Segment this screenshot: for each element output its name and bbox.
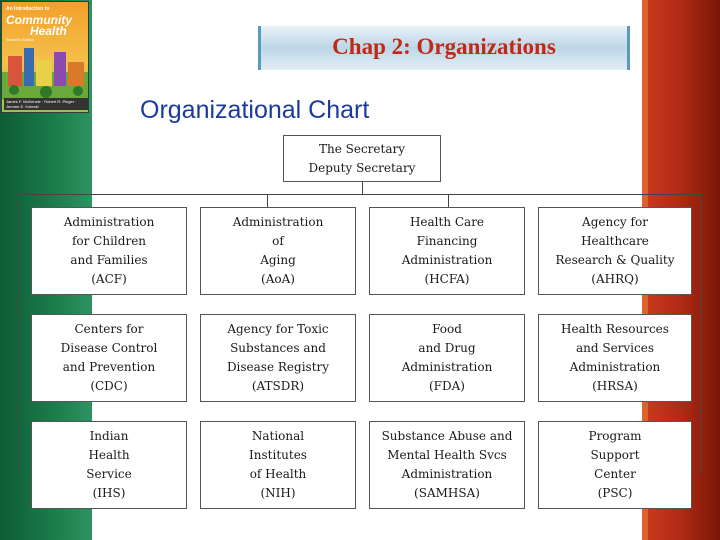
org-box-hrsa	[538, 314, 692, 402]
org-box-cdc	[31, 314, 187, 402]
org-box-label: Agency for Healthcare Research & Quality (AHRQ)	[555, 215, 675, 286]
org-box-nih	[200, 421, 356, 509]
book-cover-authors: James F. McKenzie · Robert R. Pinger · Jerome E. Kotecki	[4, 98, 88, 110]
org-box-atsdr	[200, 314, 356, 402]
book-cover-edition: Seventh Edition	[6, 37, 35, 42]
org-box-label: Administration for Children and Families (ACF)	[63, 215, 155, 286]
org-box-label: The Secretary Deputy Secretary	[308, 141, 416, 175]
chart-heading: Organizational Chart	[140, 96, 370, 124]
connector-col2-down	[267, 194, 268, 207]
org-box-label: Substance Abuse and Mental Health Svcs Administration (SAMHSA)	[381, 429, 513, 500]
book-cover-image	[1, 1, 89, 113]
org-box-ihs	[31, 421, 187, 509]
org-box-aoa	[200, 207, 356, 295]
title-banner	[258, 26, 630, 70]
connector-right-trunk	[700, 194, 701, 474]
org-box-label: Indian Health Service (IHS)	[86, 429, 132, 500]
org-box-fda	[369, 314, 525, 402]
book-cover-title-line1: Community	[6, 13, 72, 27]
org-box-label: Administration of Aging (AoA)	[232, 215, 324, 286]
org-box-label: Health Care Financing Administration (HCFA)	[401, 215, 493, 286]
connector-left-trunk	[18, 194, 19, 474]
org-box-label: Food and Drug Administration (FDA)	[401, 322, 493, 393]
org-box-hcfa	[369, 207, 525, 295]
org-box-label: National Institutes of Health (NIH)	[249, 429, 307, 500]
slide-title: Chap 2: Organizations	[332, 34, 556, 59]
org-box-label: Centers for Disease Control and Prevention (CDC)	[60, 322, 158, 393]
connector-horizontal-bus	[18, 194, 700, 195]
org-box-ahrq	[538, 207, 692, 295]
org-box-label: Agency for Toxic Substances and Disease Registry (ATSDR)	[226, 322, 330, 393]
org-box-label: Health Resources and Services Administration (HRSA)	[561, 322, 669, 393]
connector-col3-down	[448, 194, 449, 207]
book-cover-illustration	[2, 42, 89, 100]
org-box-acf	[31, 207, 187, 295]
org-box-secretary	[283, 135, 441, 182]
org-box-label: Program Support Center (PSC)	[588, 429, 642, 500]
book-cover-title-line2: Health	[30, 24, 67, 38]
org-box-psc	[538, 421, 692, 509]
org-box-samhsa	[369, 421, 525, 509]
book-cover-series: An Introduction to	[6, 6, 50, 12]
connector-root-down	[362, 181, 363, 194]
